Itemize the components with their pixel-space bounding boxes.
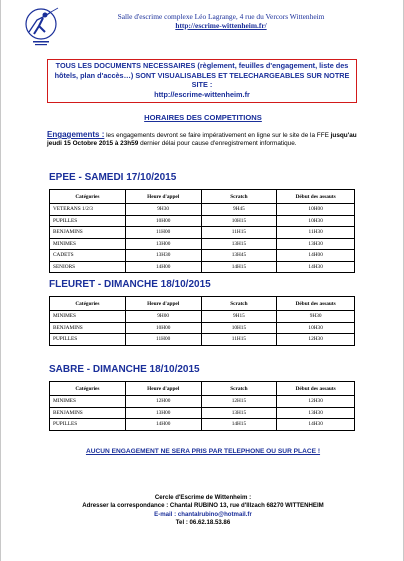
col-header: Scratch [201,297,277,311]
col-header: Heure d'appel [125,382,201,396]
category-cell: MINIMES [50,396,126,408]
start-time-cell: 14H30 [277,261,355,273]
section-title-sabre: SABRE - DIMANCHE 18/10/2015 [49,364,200,375]
scratch-cell: 14H15 [201,261,277,273]
category-cell: MINIMES [50,311,126,323]
table-header-row [50,297,355,311]
category-cell: PUPILLES [50,215,126,227]
notice-text: TOUS LES DOCUMENTS NECESSAIRES (règlement, feuilles d'engagement, liste des hôtels, plan d'accès…) SONT VISUALISABLES ET TELECHARGEABLES SUR NOTRE SITE : [54,61,350,89]
call-time-cell: 10H00 [125,215,201,227]
section-title-fleuret: FLEURET - DIMANCHE 18/10/2015 [49,279,211,290]
start-time-cell: 13H30 [277,407,355,419]
table-row [50,250,355,262]
call-time-cell: 12H00 [125,396,201,408]
engagements-colon: : [99,130,105,139]
table-row [50,322,355,334]
schedule-table-fleuret [49,296,355,346]
start-time-cell: 14H30 [277,419,355,431]
table-row [50,407,355,419]
contact-footer [1,494,404,528]
call-time-cell: 11H00 [125,227,201,239]
table-row [50,238,355,250]
contact-email[interactable]: E-mail : chantalrubino@hotmail.fr [154,510,252,518]
start-time-cell: 9H30 [277,311,355,323]
start-time-cell: 13H30 [277,238,355,250]
scratch-cell: 11H15 [201,227,277,239]
document-header [71,12,371,30]
col-header: Début des assauts [277,190,355,204]
call-time-cell: 14H00 [125,261,201,273]
category-cell: SENIORS [50,261,126,273]
section-title-epee: EPEE - SAMEDI 17/10/2015 [49,172,177,183]
engagements-text: les engagements devront se faire impérativement en ligne sur le site de la FFE [104,132,331,139]
col-header: Catégories [50,297,126,311]
engagements-label: Engagements [47,130,100,139]
documents-notice-box [47,59,357,103]
table-row [50,261,355,273]
engagements-paragraph [47,131,361,148]
col-header: Heure d'appel [125,190,201,204]
col-header: Scratch [201,382,277,396]
category-cell: CADETS [50,250,126,262]
competitions-title: HORAIRES DES COMPETITIONS [144,113,262,122]
table-row [50,396,355,408]
schedule-table-sabre [49,381,355,431]
table-row [50,204,355,216]
col-header: Scratch [201,190,277,204]
call-time-cell: 9H00 [125,311,201,323]
call-time-cell: 10H00 [125,322,201,334]
col-header: Heure d'appel [125,297,201,311]
no-phone-registration-warning: AUCUN ENGAGEMENT NE SERA PRIS PAR TELEPHONE OU SUR PLACE ! [85,448,321,455]
call-time-cell: 11H00 [125,334,201,346]
table-header-row [50,190,355,204]
category-cell: BENJAMINS [50,407,126,419]
contact-phone: Tel : 06.62.18.53.86 [175,519,231,527]
scratch-cell: 11H15 [201,334,277,346]
club-name: Cercle d'Escrime de Wittenheim : [154,494,252,501]
category-cell: MINIMES [50,238,126,250]
call-time-cell: 9H30 [125,204,201,216]
table-header-row [50,382,355,396]
scratch-cell: 9H45 [201,204,277,216]
category-cell: BENJAMINS [50,227,126,239]
start-time-cell: 10H30 [277,322,355,334]
notice-url[interactable]: http://escrime-wittenheim.fr [154,89,250,99]
category-cell: PUPILLES [50,419,126,431]
scratch-cell: 10H15 [201,215,277,227]
col-header: Début des assauts [277,297,355,311]
scratch-cell: 12H15 [201,396,277,408]
call-time-cell: 13H30 [125,250,201,262]
start-time-cell: 14H00 [277,250,355,262]
scratch-cell: 13H45 [201,250,277,262]
table-row [50,227,355,239]
schedule-table-epee [49,189,355,273]
category-cell: BENJAMINS [50,322,126,334]
start-time-cell: 10H30 [277,215,355,227]
start-time-cell: 11H30 [277,227,355,239]
engagements-deadline: jusqu'au jeudi 15 Octobre 2015 à 23h59 [47,132,357,147]
scratch-cell: 9H15 [201,311,277,323]
fencer-logo-icon [21,6,61,48]
call-time-cell: 13H00 [125,407,201,419]
table-row [50,215,355,227]
website-link[interactable]: http://escrime-wittenheim.fr/ [175,21,267,30]
call-time-cell: 14H00 [125,419,201,431]
venue-address: Salle d'escrime complexe Léo Lagrange, 4 rue du Vercors Wittenheim [117,12,325,21]
call-time-cell: 13H00 [125,238,201,250]
table-row [50,311,355,323]
table-row [50,419,355,431]
correspondence-address: Adresser la correspondance : Chantal RUBINO 13, rue d'Illzach 68270 WITTENHEIM [82,502,324,510]
scratch-cell: 13H15 [201,407,277,419]
scratch-cell: 14H15 [201,419,277,431]
start-time-cell: 12H30 [277,334,355,346]
scratch-cell: 10H15 [201,322,277,334]
table-row [50,334,355,346]
category-cell: VETERANS 1/2/3 [50,204,126,216]
col-header: Catégories [50,382,126,396]
start-time-cell: 10H00 [277,204,355,216]
col-header: Catégories [50,190,126,204]
scratch-cell: 13H15 [201,238,277,250]
start-time-cell: 12H30 [277,396,355,408]
category-cell: PUPILLES [50,334,126,346]
col-header: Début des assauts [277,382,355,396]
engagements-text-after: dernier délai pour cause d'enregistrement informatique. [138,140,297,147]
